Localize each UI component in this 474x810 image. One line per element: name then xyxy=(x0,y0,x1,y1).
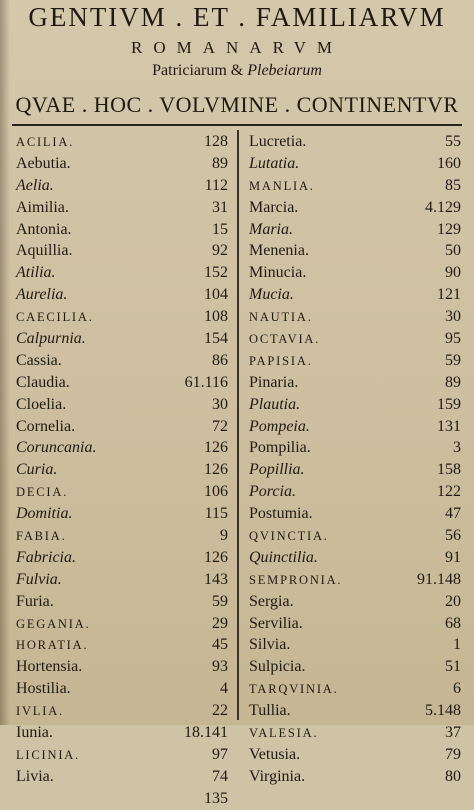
index-row xyxy=(16,678,228,700)
family-name: Calpurnia. xyxy=(16,330,86,348)
page-number: 160 xyxy=(437,154,461,172)
index-row xyxy=(16,219,228,241)
index-row xyxy=(16,262,228,284)
family-name: Maria. xyxy=(249,220,293,238)
page-number: 61.116 xyxy=(184,373,228,391)
index-row xyxy=(16,481,228,503)
column-divider xyxy=(237,130,239,720)
family-name: Livia. xyxy=(16,767,54,785)
family-name: Aebutia. xyxy=(16,154,71,172)
family-name: Claudia. xyxy=(16,373,70,391)
index-row xyxy=(249,262,461,284)
family-name: Lucretia. xyxy=(249,133,307,150)
family-name: HORATIA. xyxy=(16,638,89,653)
index-row xyxy=(249,656,461,678)
page-number: 91 xyxy=(445,548,461,566)
index-row xyxy=(16,372,228,394)
index-row xyxy=(249,634,461,656)
page-number: 89 xyxy=(212,154,228,172)
family-name: Aquillia. xyxy=(16,242,73,260)
index-row xyxy=(16,306,228,328)
page-number: 37 xyxy=(445,724,461,742)
index-row xyxy=(16,175,228,197)
family-name: Popillia. xyxy=(249,461,305,479)
index-row xyxy=(16,153,228,175)
page-number: 29 xyxy=(212,614,228,632)
page-number: 56 xyxy=(445,527,461,545)
family-name: Iunia. xyxy=(16,724,53,742)
family-name: PAPISIA. xyxy=(249,353,313,368)
page-number: 30 xyxy=(445,308,461,326)
index-row xyxy=(249,350,461,372)
page-number: 104 xyxy=(204,286,228,304)
family-name: VALESIA. xyxy=(249,726,319,741)
family-name: Virginia. xyxy=(249,767,306,785)
page-number: 79 xyxy=(445,745,461,763)
family-name: Fabricia. xyxy=(16,548,76,566)
family-name: Vetusia. xyxy=(249,745,301,763)
page-number: 131 xyxy=(437,417,461,435)
index-row xyxy=(16,569,228,591)
family-name: Sulpicia. xyxy=(249,658,306,676)
index-row xyxy=(249,613,461,635)
index-row xyxy=(249,131,461,153)
index-row xyxy=(16,613,228,635)
index-row xyxy=(16,525,228,547)
page-number: 126 xyxy=(204,461,228,479)
index-row xyxy=(249,437,461,459)
family-name: Aimilia. xyxy=(16,198,69,216)
index-row xyxy=(249,240,461,262)
page-number: 18.141 xyxy=(184,724,228,742)
index-row xyxy=(249,394,461,416)
page-number: 93 xyxy=(212,658,228,676)
page-number: 59 xyxy=(445,351,461,369)
family-name: IVLIA. xyxy=(16,704,64,719)
page-number: 30 xyxy=(212,395,228,413)
page-number: 91.148 xyxy=(417,570,461,588)
page-number: 159 xyxy=(437,395,461,413)
page-number: 55 xyxy=(445,133,461,150)
index-row xyxy=(249,525,461,547)
index-row xyxy=(16,788,228,810)
index-row xyxy=(249,481,461,503)
header-rule xyxy=(12,124,462,126)
page-number: 126 xyxy=(204,439,228,457)
index-row xyxy=(249,591,461,613)
page-number: 3 xyxy=(453,439,461,457)
index-row xyxy=(249,219,461,241)
index-row xyxy=(249,328,461,350)
index-row xyxy=(249,569,461,591)
plebeiarum-text: Plebeiarum xyxy=(247,62,322,79)
index-row xyxy=(16,547,228,569)
page-number: 129 xyxy=(437,220,461,238)
subtitle-line xyxy=(0,62,474,80)
index-row xyxy=(16,591,228,613)
index-row xyxy=(16,459,228,481)
index-row xyxy=(249,153,461,175)
family-name: Pinaria. xyxy=(249,373,299,391)
index-row xyxy=(249,700,461,722)
index-row xyxy=(249,306,461,328)
index-row xyxy=(16,394,228,416)
page-number: 5.148 xyxy=(425,702,461,720)
family-name: ACILIA. xyxy=(16,135,75,149)
page-number: 4 xyxy=(220,680,228,698)
family-name: Mucia. xyxy=(249,286,294,304)
page-number: 86 xyxy=(212,351,228,369)
family-name: SEMPRONIA. xyxy=(249,572,343,587)
family-name: Quinctilia. xyxy=(249,548,318,566)
index-row xyxy=(16,350,228,372)
index-row xyxy=(16,656,228,678)
index-row xyxy=(249,372,461,394)
page-number: 112 xyxy=(204,176,228,194)
family-name: Tullia. xyxy=(249,702,291,720)
family-name: Marcia. xyxy=(249,198,299,216)
family-name: DECIA. xyxy=(16,485,69,500)
index-row xyxy=(16,416,228,438)
page-number: 47 xyxy=(445,505,461,523)
index-row xyxy=(249,459,461,481)
family-name: Aelia. xyxy=(16,176,54,194)
page-number: 143 xyxy=(204,570,228,588)
family-name: CAECILIA. xyxy=(16,310,94,325)
family-name: Cloelia. xyxy=(16,395,67,413)
index-row xyxy=(16,503,228,525)
page-number: 4.129 xyxy=(425,198,461,216)
page-number: 80 xyxy=(445,767,461,785)
page-number: 1 xyxy=(453,636,461,654)
page-number: 154 xyxy=(204,330,228,348)
family-name: GEGANIA. xyxy=(16,616,91,631)
index-row xyxy=(16,328,228,350)
page-number: 89 xyxy=(445,373,461,391)
page-number: 126 xyxy=(204,548,228,566)
page-number: 152 xyxy=(204,264,228,282)
family-name: Pompilia. xyxy=(249,439,311,457)
page-number: 85 xyxy=(445,176,461,194)
family-name: Atilia. xyxy=(16,264,56,282)
family-name: Pompeia. xyxy=(249,417,310,435)
family-name: Silvia. xyxy=(249,636,291,654)
page-number: 72 xyxy=(212,417,228,435)
index-row xyxy=(16,284,228,306)
page-number: 108 xyxy=(204,308,228,326)
family-name: Furia. xyxy=(16,592,54,610)
family-name: Sergia. xyxy=(249,592,294,610)
page-number: 20 xyxy=(445,592,461,610)
index-row xyxy=(16,131,228,153)
patriciarum-text: Patriciarum xyxy=(152,62,227,79)
page-number: 115 xyxy=(204,505,228,523)
index-row xyxy=(16,437,228,459)
page-subtitle: ROMANARVM xyxy=(131,38,343,57)
page-number: 92 xyxy=(212,242,228,260)
family-name: Postumia. xyxy=(249,505,313,523)
index-row xyxy=(16,197,228,219)
page-number: 97 xyxy=(212,745,228,763)
index-row xyxy=(249,547,461,569)
page-number: 6 xyxy=(453,680,461,698)
index-row xyxy=(16,240,228,262)
index-row xyxy=(249,766,461,788)
right-index-column xyxy=(249,131,461,788)
page-number: 128 xyxy=(204,133,228,150)
index-row xyxy=(249,284,461,306)
index-row xyxy=(249,744,461,766)
index-row xyxy=(249,175,461,197)
family-name: Cassia. xyxy=(16,351,62,369)
page-number: 90 xyxy=(445,264,461,282)
family-name: Coruncania. xyxy=(16,439,97,457)
index-row xyxy=(249,416,461,438)
family-name: Porcia. xyxy=(249,483,296,501)
page-number: 135 xyxy=(204,789,228,807)
page-number: 31 xyxy=(212,198,228,216)
family-name: FABIA. xyxy=(16,529,67,544)
family-name: MANLIA. xyxy=(249,178,315,193)
family-name: Hortensia. xyxy=(16,658,83,676)
family-name: Antonia. xyxy=(16,220,72,238)
page-number: 51 xyxy=(445,658,461,676)
page-number: 158 xyxy=(437,461,461,479)
family-name: Plautia. xyxy=(249,395,301,413)
page-number: 68 xyxy=(445,614,461,632)
index-row xyxy=(16,700,228,722)
contents-heading: QVAE . HOC . VOLVMINE . CONTINENTVR xyxy=(15,92,459,117)
family-name: Aurelia. xyxy=(16,286,68,304)
family-name: Domitia. xyxy=(16,505,73,523)
index-row xyxy=(16,634,228,656)
index-row xyxy=(16,766,228,788)
page-number: 121 xyxy=(437,286,461,304)
index-row xyxy=(249,722,461,744)
page-number: 9 xyxy=(220,527,228,545)
index-row xyxy=(16,722,228,744)
page-number: 22 xyxy=(212,702,228,720)
family-name: OCTAVIA. xyxy=(249,332,321,347)
family-name: Cornelia. xyxy=(16,417,76,435)
page-number: 50 xyxy=(445,242,461,260)
index-row xyxy=(249,678,461,700)
page-number: 74 xyxy=(212,767,228,785)
family-name: QVINCTIA. xyxy=(249,529,329,544)
index-row xyxy=(249,503,461,525)
index-row xyxy=(16,744,228,766)
left-index-column xyxy=(16,131,228,810)
family-name: TARQVINIA. xyxy=(249,682,339,697)
family-name: Lutatia. xyxy=(249,154,300,172)
ampersand-text: & xyxy=(230,62,244,79)
family-name: Servilia. xyxy=(249,614,303,632)
family-name: NAUTIA. xyxy=(249,310,313,325)
family-name: Hostilia. xyxy=(16,680,71,698)
family-name: Curia. xyxy=(16,461,58,479)
family-name: Minucia. xyxy=(249,264,307,282)
page-number: 15 xyxy=(212,220,228,238)
page-number: 45 xyxy=(212,636,228,654)
page-number: 106 xyxy=(204,483,228,501)
page-title: GENTIVM . ET . FAMILIARVM xyxy=(28,2,446,32)
page-number: 122 xyxy=(437,483,461,501)
family-name: Fulvia. xyxy=(16,570,62,588)
page-number: 59 xyxy=(212,592,228,610)
family-name: LICINIA. xyxy=(16,747,81,762)
family-name: Menenia. xyxy=(249,242,309,260)
page-number: 95 xyxy=(445,330,461,348)
index-row xyxy=(249,197,461,219)
